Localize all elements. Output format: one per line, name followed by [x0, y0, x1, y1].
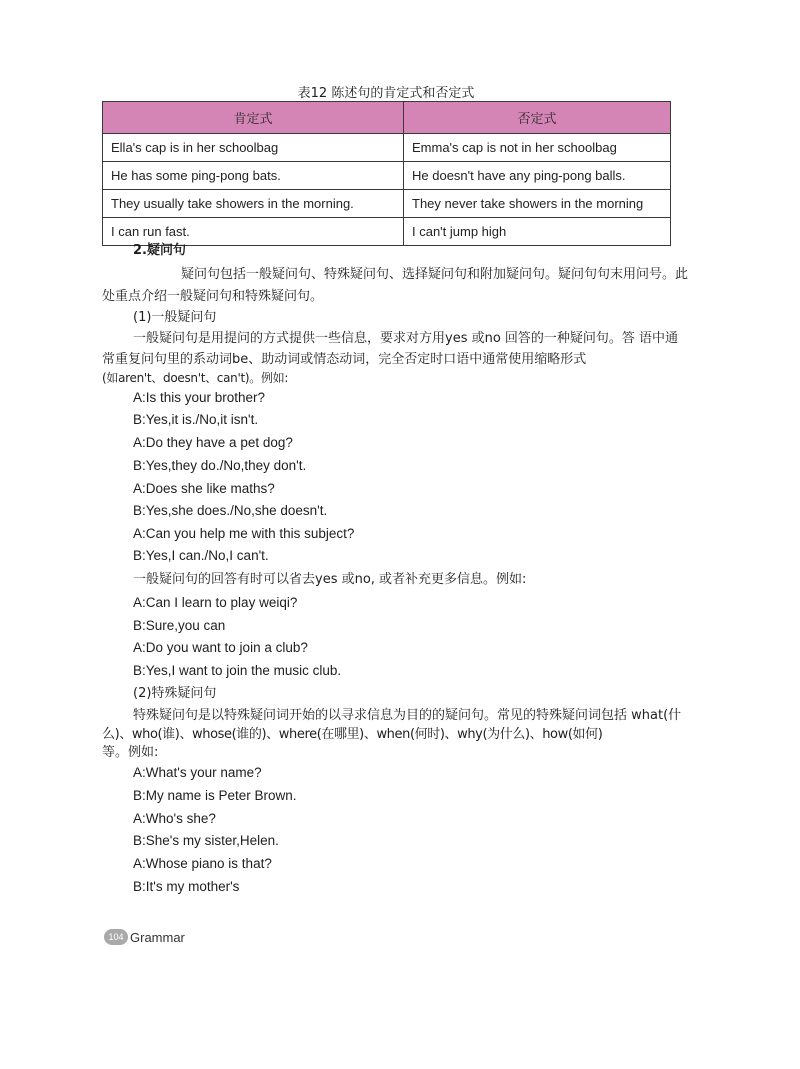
affirmative-negative-table	[102, 101, 671, 246]
table-cell-affirmative: They usually take showers in the morning.	[103, 190, 404, 218]
example-line: B:Sure,you can	[133, 618, 226, 633]
general-desc-line-3: (如aren't、doesn't、can't)。例如:	[102, 371, 289, 385]
example-line: B:Yes,it is./No,it isn't.	[133, 412, 259, 427]
table-cell-affirmative: Ella's cap is in her schoolbag	[103, 134, 404, 162]
example-line: A:What's your name?	[133, 765, 262, 780]
table-cell-negative: They never take showers in the morning	[404, 190, 671, 218]
special-question-heading: (2)特殊疑问句	[133, 686, 217, 701]
header-affirmative: 肯定式	[103, 102, 404, 134]
example-line: B:She's my sister,Helen.	[133, 833, 279, 848]
table-row	[103, 190, 671, 218]
example-line: A:Who's she?	[133, 811, 216, 826]
section-heading: 2.疑问句	[133, 243, 186, 258]
table-cell-affirmative: I can run fast.	[103, 218, 404, 246]
table-row	[103, 162, 671, 190]
example-line: B:Yes,she does./No,she doesn't.	[133, 503, 328, 518]
special-desc-line-2: 么)、who(谁)、whose(谁的)、where(在哪里)、when(何时)、why(为什么)、how(如何)	[102, 727, 603, 742]
example-line: A:Can you help me with this subject?	[133, 526, 355, 541]
general-note: 一般疑问句的回答有时可以省去yes 或no, 或者补充更多信息。例如:	[133, 572, 527, 587]
example-line: B:My name is Peter Brown.	[133, 788, 297, 803]
footer-label: Grammar	[130, 929, 185, 945]
example-line: A:Can I learn to play weiqi?	[133, 595, 298, 610]
example-line: A:Is this your brother?	[133, 390, 266, 405]
table-caption: 表12 陈述句的肯定式和否定式	[297, 86, 475, 101]
example-line: A:Whose piano is that?	[133, 856, 272, 871]
table-cell-negative: He doesn't have any ping-pong balls.	[404, 162, 671, 190]
example-line: B:Yes,I want to join the music club.	[133, 663, 342, 678]
example-line: B:Yes,I can./No,I can't.	[133, 548, 269, 563]
section-intro-line-1: 疑问句包括一般疑问句、特殊疑问句、选择疑问句和附加疑问句。疑问句句末用问号。此	[181, 267, 689, 282]
page-footer	[104, 928, 185, 946]
example-line: A:Do you want to join a club?	[133, 640, 308, 655]
example-line: B:It's my mother's	[133, 879, 240, 894]
table-row	[103, 218, 671, 246]
section-intro-line-2: 处重点介绍一般疑问句和特殊疑问句。	[102, 289, 324, 304]
special-desc-line-1: 特殊疑问句是以特殊疑问词开始的以寻求信息为目的的疑问句。常见的特殊疑问词包括 what(什	[133, 708, 682, 723]
table-header-row	[103, 102, 671, 134]
table-cell-negative: Emma's cap is not in her schoolbag	[404, 134, 671, 162]
example-line: A:Does she like maths?	[133, 481, 275, 496]
special-desc-line-3: 等。例如:	[102, 745, 159, 760]
table-cell-negative: I can't jump high	[404, 218, 671, 246]
table-cell-affirmative: He has some ping-pong bats.	[103, 162, 404, 190]
general-desc-line-2: 常重复问句里的系动词be、助动词或情态动词，完全否定时口语中通常使用缩略形式	[102, 352, 587, 367]
example-line: B:Yes,they do./No,they don't.	[133, 458, 307, 473]
example-line: A:Do they have a pet dog?	[133, 435, 293, 450]
general-desc-line-1: 一般疑问句是用提问的方式提供一些信息，要求对方用yes 或no 回答的一种疑问句。答 语中通	[133, 331, 679, 346]
table-row	[103, 134, 671, 162]
header-negative: 否定式	[404, 102, 671, 134]
general-question-heading: (1)一般疑问句	[133, 310, 217, 325]
page-number-badge: 104	[104, 929, 128, 945]
